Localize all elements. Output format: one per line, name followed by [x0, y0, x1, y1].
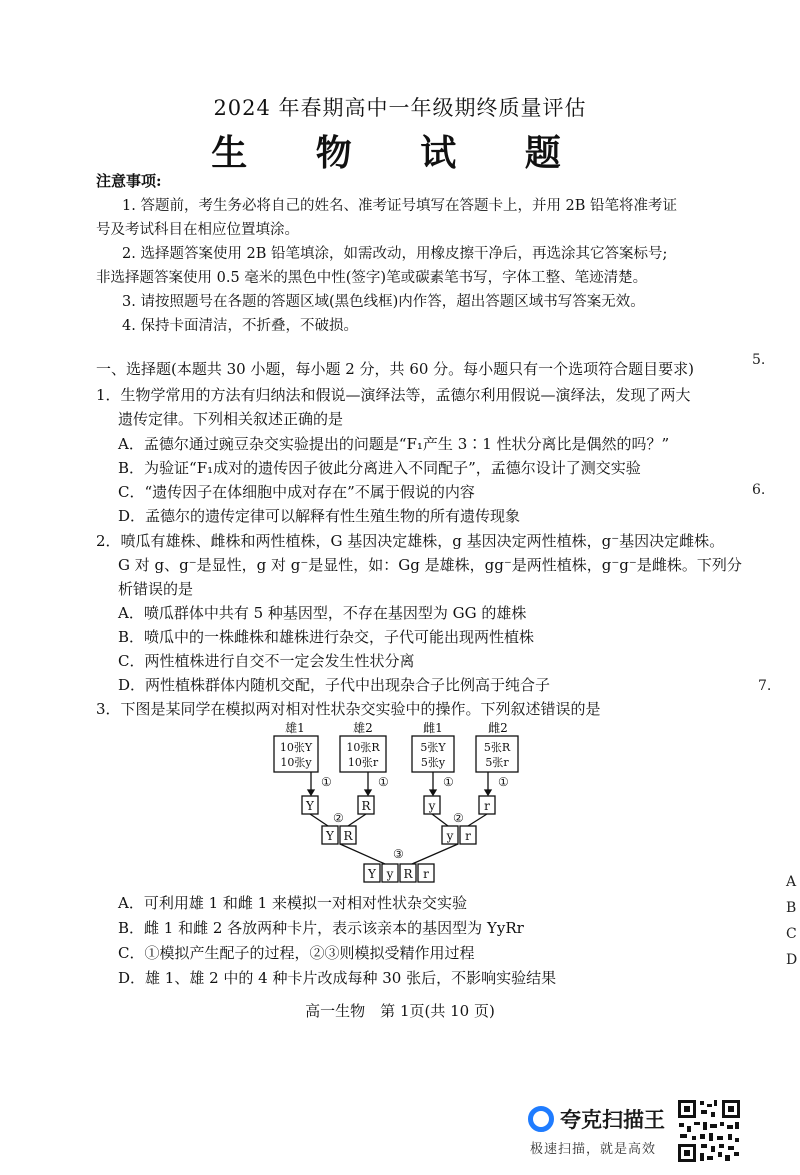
gamete-label: r [484, 799, 490, 813]
question-2-stem: G 对 g、g⁻是显性，g 对 g⁻是显性，如：Gg 是雄株，gg⁻是两性植株，g⁻g⁻是雌株。下列分 [118, 556, 742, 574]
question-3-option-d: D．雄 1、雄 2 中的 4 种卡片改成每种 30 张后，不影响实验结果 [118, 969, 557, 987]
step-1-mark: ① [443, 775, 454, 789]
question-2-stem: 2．喷瓜有雄株、雌株和两性植株，G 基因决定雄株，g 基因决定两性植株，g⁻基因决定雌株。 [96, 532, 725, 550]
edge-mark: 5. [752, 352, 766, 368]
step-2-mark: ② [333, 811, 344, 825]
exam-title: 2024 年春期高中一年级期终质量评估 [213, 96, 587, 120]
edge-mark: C [786, 926, 797, 942]
pair-label: R [343, 829, 353, 843]
question-2-option-d: D．两性植株群体内随机交配，子代中出现杂合子比例高于纯合子 [118, 676, 551, 694]
scanner-brand-name: 夸克扫描王 [560, 1108, 665, 1132]
edge-mark: 7. [758, 678, 772, 694]
scanner-slogan: 极速扫描，就是高效 [530, 1142, 657, 1157]
card-count: 10张r [347, 756, 379, 769]
question-1-stem: 遗传定律。下列相关叙述正确的是 [118, 410, 344, 428]
step-1-mark: ① [378, 775, 389, 789]
edge-mark: B [786, 900, 797, 916]
pair-label: r [465, 829, 471, 843]
question-2-option-a: A．喷瓜群体中共有 5 种基因型，不存在基因型为 GG 的雄株 [118, 604, 527, 622]
result-label: Y [368, 867, 376, 881]
note-line: 3. 请按照题号在各题的答题区域(黑色线框)内作答，超出答题区域书写答案无效。 [122, 294, 645, 310]
pair-label: Y [326, 829, 334, 843]
page-footer: 高一生物 第 1页(共 10 页) [305, 1002, 495, 1020]
note-line: 1. 答题前，考生务必将自己的姓名、准考证号填写在答题卡上，并用 2B 铅笔将准考证 [122, 198, 678, 214]
question-1-option-b: B．为验证“F₁成对的遗传因子彼此分离进入不同配子”，孟德尔设计了测交实验 [118, 459, 641, 477]
question-1-option-d: D．孟德尔的遗传定律可以解释有性生殖生物的所有遗传现象 [118, 507, 521, 525]
pair-label: y [446, 829, 454, 843]
step-2-mark: ② [453, 811, 464, 825]
card-count: 10张y [280, 756, 312, 769]
note-line: 2. 选择题答案使用 2B 铅笔填涂，如需改动，用橡皮擦干净后，再选涂其它答案标号; [122, 246, 668, 262]
card-count: 5张r [485, 756, 509, 769]
question-3-option-c: C．①模拟产生配子的过程，②③则模拟受精作用过程 [118, 944, 475, 962]
edge-mark: 6. [752, 482, 766, 498]
container-label: 雌2 [488, 721, 508, 735]
scanner-logo-icon [528, 1106, 554, 1132]
result-label: R [403, 867, 413, 881]
gamete-label: Y [306, 799, 314, 813]
card-count: 10张R [346, 741, 380, 754]
note-line: 号及考试科目在相应位置填涂。 [96, 222, 299, 238]
question-2-option-c: C．两性植株进行自交不一定会发生性状分离 [118, 652, 415, 670]
question-2-stem: 析错误的是 [118, 580, 194, 598]
edge-mark: A [786, 874, 797, 890]
card-count: 5张Y [420, 741, 446, 754]
section-title: 一、选择题(本题共 30 小题，每小题 2 分，共 60 分。每小题只有一个选项符合题目要求) [96, 360, 695, 378]
container-label: 雄1 [285, 721, 305, 735]
question-2-option-b: B．喷瓜中的一株雌株和雄株进行杂交，子代可能出现两性植株 [118, 628, 535, 646]
qr-code-icon [676, 1098, 742, 1164]
step-3-mark: ③ [393, 847, 404, 861]
container-label: 雌1 [423, 721, 443, 735]
gamete-label: y [428, 799, 436, 813]
question-1-stem: 1．生物学常用的方法有归纳法和假说—演绎法等，孟德尔利用假说—演绎法，发现了两大 [96, 386, 691, 404]
question-1-option-c: C．“遗传因子在体细胞中成对存在”不属于假说的内容 [118, 483, 475, 501]
card-count: 10张Y [279, 741, 313, 754]
note-line: 4. 保持卡面清洁，不折叠，不破损。 [122, 318, 358, 334]
edge-mark: D [786, 952, 798, 968]
subject-title: 生 物 试 题 [211, 132, 589, 174]
question-3-option-b: B．雌 1 和雌 2 各放两种卡片，表示该亲本的基因型为 YyRr [118, 919, 524, 937]
note-line: 非选择题答案使用 0.5 毫米的黑色中性(签字)笔或碳素笔书写，字体工整、笔迹清楚。 [96, 270, 648, 286]
step-1-mark: ① [498, 775, 509, 789]
card-count: 5张R [483, 741, 511, 754]
card-count: 5张y [420, 756, 446, 769]
notes-title: 注意事项: [96, 172, 162, 190]
gamete-label: R [361, 799, 371, 813]
question-3-stem: 3．下图是某同学在模拟两对相对性状杂交实验中的操作。下列叙述错误的是 [96, 700, 601, 718]
simulation-diagram [270, 718, 520, 886]
step-1-mark: ① [321, 775, 332, 789]
result-label: y [386, 867, 394, 881]
result-label: r [423, 867, 429, 881]
question-3-option-a: A．可利用雄 1 和雌 1 来模拟一对相对性状杂交实验 [118, 894, 467, 912]
container-label: 雄2 [353, 721, 373, 735]
question-1-option-a: A．孟德尔通过豌豆杂交实验提出的问题是“F₁产生 3∶1 性状分离比是偶然的吗？” [118, 435, 670, 453]
